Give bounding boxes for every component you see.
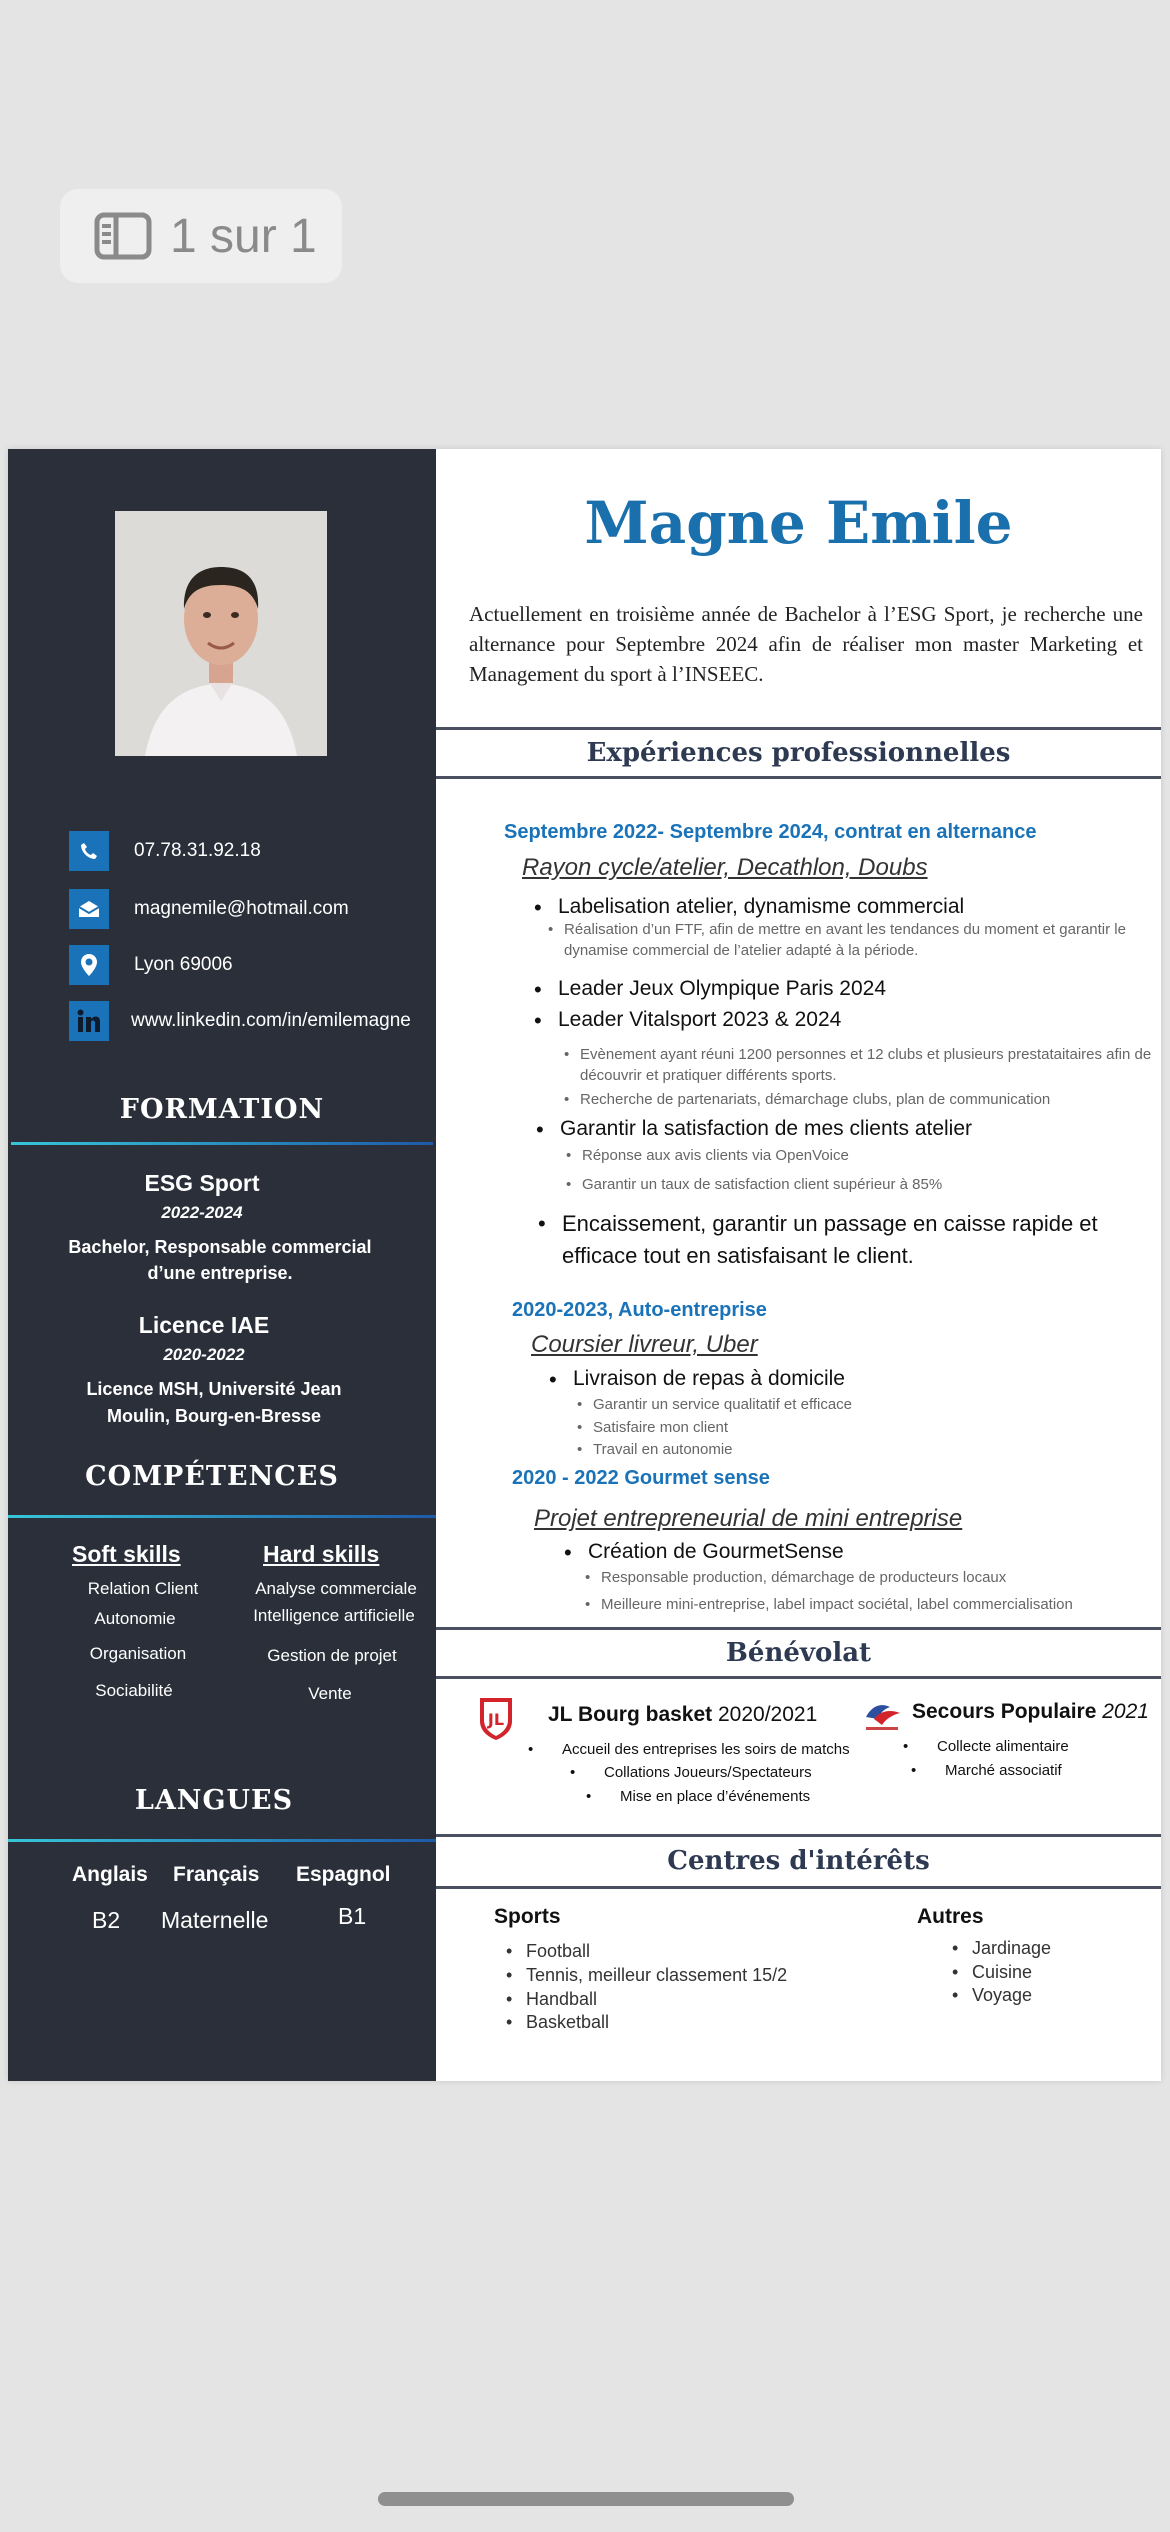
benevolat-item: • Accueil des entreprises les soirs de matchs bbox=[562, 1741, 850, 1758]
benevolat-org2-year: 2021 bbox=[1102, 1700, 1149, 1723]
benevolat-org2-name bbox=[912, 1700, 1149, 1724]
cv-name: Magne Emile bbox=[584, 489, 1013, 557]
interets-title: Centres d'intérêts bbox=[436, 1834, 1161, 1889]
hard-skill: Intelligence artificielle bbox=[253, 1606, 415, 1625]
soft-skill: Autonomie bbox=[94, 1609, 176, 1628]
job1-sub-bullet: • Garantir un taux de satisfaction client supérieur à 85% bbox=[582, 1174, 1142, 1195]
language-level: B2 bbox=[92, 1907, 121, 1933]
contact-phone[interactable] bbox=[69, 831, 261, 871]
langues-title: LANGUES bbox=[134, 1785, 294, 1816]
formation-desc-2a: Licence MSH, Université Jean bbox=[86, 1379, 342, 1399]
job3-sub-bullet: • Meilleure mini-entreprise, label impact sociétal, label commercialisation bbox=[601, 1594, 1161, 1615]
location-text: Lyon 69006 bbox=[134, 954, 233, 975]
formation-desc-1a: Bachelor, Responsable commercial bbox=[68, 1237, 372, 1257]
job2-sub-bullet: • Travail en autonomie bbox=[593, 1439, 1133, 1460]
language-name: Français bbox=[173, 1863, 260, 1886]
interest-item: • Basketball bbox=[526, 2012, 609, 2033]
competences-title: COMPÉTENCES bbox=[85, 1461, 339, 1492]
benevolat-org1-year: 2020/2021 bbox=[718, 1703, 818, 1726]
job1-sub-bullet: • Evènement ayant réuni 1200 personnes et 12 clubs et plusieurs prestataitaires afin de découvrir et pratiquer différents sports. bbox=[580, 1044, 1160, 1086]
profile-photo bbox=[115, 511, 327, 756]
soft-skill: Sociabilité bbox=[95, 1681, 173, 1700]
linkedin-icon bbox=[69, 1001, 109, 1041]
job1-bullet: • Labelisation atelier, dynamisme commercial bbox=[558, 895, 964, 919]
benevolat-org2-label: Secours Populaire bbox=[912, 1700, 1097, 1723]
job1-subtitle: Rayon cycle/atelier, Decathlon, Doubs bbox=[522, 854, 928, 881]
job3-bullet: • Création de GourmetSense bbox=[588, 1540, 844, 1564]
home-indicator[interactable] bbox=[378, 2492, 794, 2506]
language-name: Anglais bbox=[72, 1863, 148, 1886]
competences-divider bbox=[8, 1515, 436, 1518]
job1-bullet: • Encaissement, garantir un passage en caisse rapide et bbox=[562, 1211, 1098, 1237]
formation-title: FORMATION bbox=[119, 1094, 325, 1125]
interest-item: • Handball bbox=[526, 1989, 597, 2010]
mail-icon bbox=[69, 889, 109, 929]
interest-item: • Football bbox=[526, 1941, 590, 1962]
svg-text:JL: JL bbox=[487, 1710, 505, 1729]
benevolat-item: • Collecte alimentaire bbox=[937, 1738, 1069, 1755]
formation-school-2: Licence IAE bbox=[138, 1312, 270, 1338]
job2-sub-bullet: • Garantir un service qualitatif et efficace bbox=[593, 1394, 1133, 1415]
sports-title: Sports bbox=[494, 1905, 561, 1928]
autres-title: Autres bbox=[917, 1905, 984, 1928]
email-address: magnemile@hotmail.com bbox=[134, 898, 349, 919]
phone-icon bbox=[69, 831, 109, 871]
formation-divider bbox=[11, 1142, 433, 1145]
soft-skill: Organisation bbox=[89, 1644, 187, 1663]
interest-item: • Tennis, meilleur classement 15/2 bbox=[526, 1965, 787, 1986]
cv-intro: Actuellement en troisième année de Bachelor à l’ESG Sport, je recherche une alternance pour Septembre 2024 afin de réaliser mon master Marketing et Management du sport à l’INSEEC. bbox=[469, 602, 1143, 686]
language-name: Espagnol bbox=[296, 1863, 391, 1886]
secours-populaire-logo bbox=[860, 1695, 904, 1735]
cv-main bbox=[436, 449, 1161, 2081]
soft-skill: Relation Client bbox=[87, 1579, 199, 1598]
contact-linkedin[interactable] bbox=[69, 1001, 411, 1041]
formation-desc-2b: Moulin, Bourg-en-Bresse bbox=[106, 1406, 321, 1426]
job1-bullet-cont: efficace tout en satisfaisant le client. bbox=[562, 1243, 914, 1268]
contact-location[interactable] bbox=[69, 945, 233, 985]
benevolat-item: • Mise en place d’événements bbox=[620, 1788, 810, 1805]
language-level: B1 bbox=[338, 1903, 367, 1929]
job2-bullet: • Livraison de repas à domicile bbox=[573, 1367, 845, 1391]
benevolat-item: • Collations Joueurs/Spectateurs bbox=[604, 1764, 812, 1781]
job2-header: 2020-2023, Auto-entreprise bbox=[512, 1299, 767, 1321]
contact-email[interactable] bbox=[69, 889, 349, 929]
interest-item: • Cuisine bbox=[972, 1962, 1032, 1983]
job1-bullet: • Garantir la satisfaction de mes clients atelier bbox=[560, 1117, 972, 1141]
job1-sub-bullet: • Réponse aux avis clients via OpenVoice bbox=[582, 1145, 1142, 1166]
job1-sub-bullet: • Réalisation d’un FTF, afin de mettre en avant les tendances du moment et garantir le dynamise commercial de l’atelier adapté à la période. bbox=[564, 919, 1144, 961]
language-level: Maternelle bbox=[161, 1907, 269, 1933]
hard-skills-title: Hard skills bbox=[263, 1541, 380, 1567]
formation-desc-1b: d’une entreprise. bbox=[147, 1263, 293, 1283]
phone-number: 07.78.31.92.18 bbox=[134, 840, 261, 861]
page-indicator-label: 1 sur 1 bbox=[170, 209, 317, 263]
interest-item: • Voyage bbox=[972, 1985, 1032, 2006]
job1-bullet: • Leader Jeux Olympique Paris 2024 bbox=[558, 977, 886, 1001]
location-icon bbox=[69, 945, 109, 985]
linkedin-url: www.linkedin.com/in/emilemagne bbox=[131, 1010, 411, 1031]
langues-divider bbox=[8, 1839, 436, 1842]
benevolat-item: • Marché associatif bbox=[945, 1762, 1062, 1779]
formation-years-2: 2020-2022 bbox=[163, 1345, 245, 1364]
cv-sidebar bbox=[8, 449, 436, 2081]
job1-header: Septembre 2022- Septembre 2024, contrat en alternance bbox=[504, 821, 1037, 843]
hard-skill: Gestion de projet bbox=[267, 1646, 397, 1665]
sidebar-panel-icon bbox=[94, 212, 152, 260]
job1-bullet: • Leader Vitalsport 2023 & 2024 bbox=[558, 1008, 841, 1032]
hard-skill: Vente bbox=[308, 1684, 352, 1703]
formation-years-1: 2022-2024 bbox=[161, 1203, 243, 1222]
job3-subtitle: Projet entrepreneurial de mini entreprise bbox=[534, 1505, 963, 1532]
benevolat-org1-label: JL Bourg basket bbox=[548, 1703, 713, 1726]
interest-item: • Jardinage bbox=[972, 1938, 1051, 1959]
job1-sub-bullet: • Recherche de partenariats, démarchage clubs, plan de communication bbox=[580, 1089, 1160, 1110]
formation-school-1: ESG Sport bbox=[144, 1170, 260, 1196]
hard-skill: Analyse commerciale bbox=[255, 1579, 417, 1598]
job3-sub-bullet: • Responsable production, démarchage de producteurs locaux bbox=[601, 1567, 1141, 1588]
jl-bourg-logo bbox=[476, 1695, 516, 1741]
cv-document[interactable] bbox=[8, 449, 1161, 2081]
soft-skills-title: Soft skills bbox=[72, 1541, 181, 1567]
page-indicator[interactable] bbox=[60, 189, 342, 283]
job2-sub-bullet: • Satisfaire mon client bbox=[593, 1417, 1133, 1438]
job2-subtitle: Coursier livreur, Uber bbox=[531, 1331, 758, 1358]
experiences-title: Expériences professionnelles bbox=[436, 727, 1161, 779]
job3-header: 2020 - 2022 Gourmet sense bbox=[512, 1467, 770, 1489]
benevolat-org1-name bbox=[548, 1703, 817, 1727]
benevolat-title: Bénévolat bbox=[436, 1627, 1161, 1679]
